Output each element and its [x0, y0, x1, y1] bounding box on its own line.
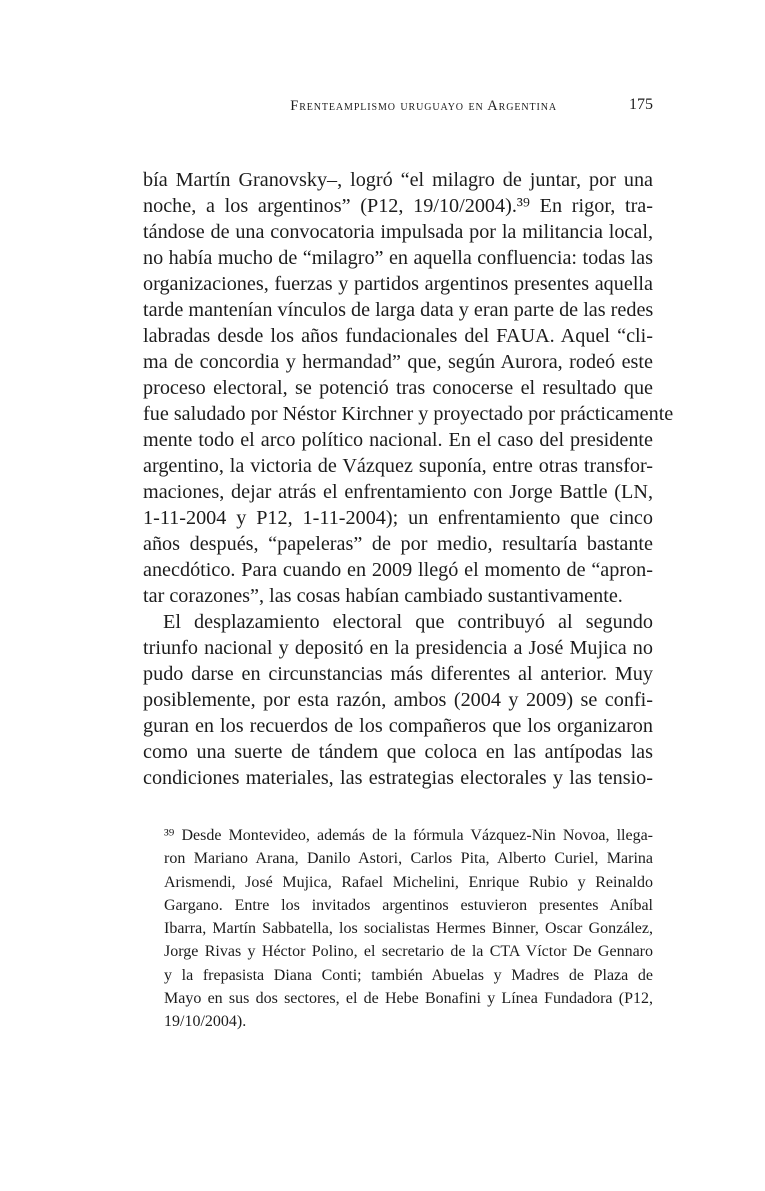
footnotes: [164, 824, 653, 1034]
body-line: argentino, la victoria de Vázquez suponía, entre otras transfor-: [143, 455, 653, 477]
running-title: Frenteamplismo uruguayo en Argentina: [290, 98, 557, 114]
footnote-line: ³⁹ Desde Montevideo, además de la fórmula Vázquez-Nin Novoa, llega-: [164, 827, 653, 844]
footnote-line: 19/10/2004).: [164, 1013, 247, 1031]
body-line: bía Martín Granovsky–, logró “el milagro de juntar, por una: [143, 169, 653, 191]
body-line: condiciones materiales, las estrategias electorales y las tensio-: [143, 767, 653, 789]
body-line: como una suerte de tándem que coloca en las antípodas las: [143, 741, 653, 763]
body-line: ma de concordia y hermandad” que, según Aurora, rodeó este: [143, 351, 653, 373]
body-line: guran en los recuerdos de los compañeros que los organizaron: [143, 715, 653, 737]
footnote-line: Ibarra, Martín Sabbatella, los socialistas Hermes Binner, Oscar González,: [164, 920, 653, 938]
body-line: posiblemente, por esta razón, ambos (2004 y 2009) se confi-: [143, 689, 653, 711]
body-text: [143, 167, 674, 791]
running-head: [143, 96, 653, 120]
body-line: tándose de una convocatoria impulsada por la militancia local,: [143, 221, 653, 243]
body-line: El desplazamiento electoral que contribuyó al segundo: [163, 611, 653, 633]
body-line: mente todo el arco político nacional. En el caso del presidente: [143, 429, 653, 451]
body-line: labradas desde los años fundacionales del FAUA. Aquel “cli-: [143, 325, 653, 347]
body-line: tarde mantenían vínculos de larga data y eran parte de las redes: [143, 299, 654, 321]
body-line: proceso electoral, se potenció tras conocerse el resultado que: [143, 377, 653, 399]
footnote-line: Arismendi, José Mujica, Rafael Michelini, Enrique Rubio y Reinaldo: [164, 873, 653, 891]
footnote-line: ron Mariano Arana, Danilo Astori, Carlos Pita, Alberto Curiel, Marina: [164, 850, 653, 868]
body-line: no había mucho de “milagro” en aquella confluencia: todas las: [143, 247, 653, 269]
body-line: pudo darse en circunstancias más diferentes al anterior. Muy: [143, 663, 653, 685]
body-line: noche, a los argentinos” (P12, 19/10/2004).³⁹ En rigor, tra-: [143, 195, 653, 217]
page-number: 175: [629, 96, 653, 113]
body-line: fue saludado por Néstor Kirchner y proyectado por prácticamente: [143, 403, 674, 425]
footnote-line: Mayo en sus dos sectores, el de Hebe Bonafini y Línea Fundadora (P12,: [164, 990, 653, 1008]
body-line: 1-11-2004 y P12, 1-11-2004); un enfrentamiento que cinco: [143, 507, 653, 529]
footnote-line: Gargano. Entre los invitados argentinos estuvieron presentes Aníbal: [164, 896, 653, 914]
body-line: anecdótico. Para cuando en 2009 llegó el momento de “apron-: [143, 559, 653, 581]
body-line: tar corazones”, las cosas habían cambiado sustantivamente.: [143, 585, 623, 607]
body-line: maciones, dejar atrás el enfrentamiento con Jorge Battle (LN,: [143, 481, 653, 503]
body-line: triunfo nacional y depositó en la presidencia a José Mujica no: [143, 637, 653, 659]
footnote-line: Jorge Rivas y Héctor Polino, el secretario de la CTA Víctor De Gennaro: [164, 943, 653, 961]
body-line: organizaciones, fuerzas y partidos argentinos presentes aquella: [143, 273, 653, 295]
footnote-line: y la frepasista Diana Conti; también Abuelas y Madres de Plaza de: [164, 966, 653, 984]
body-line: años después, “papeleras” de por medio, resultaría bastante: [143, 533, 653, 555]
